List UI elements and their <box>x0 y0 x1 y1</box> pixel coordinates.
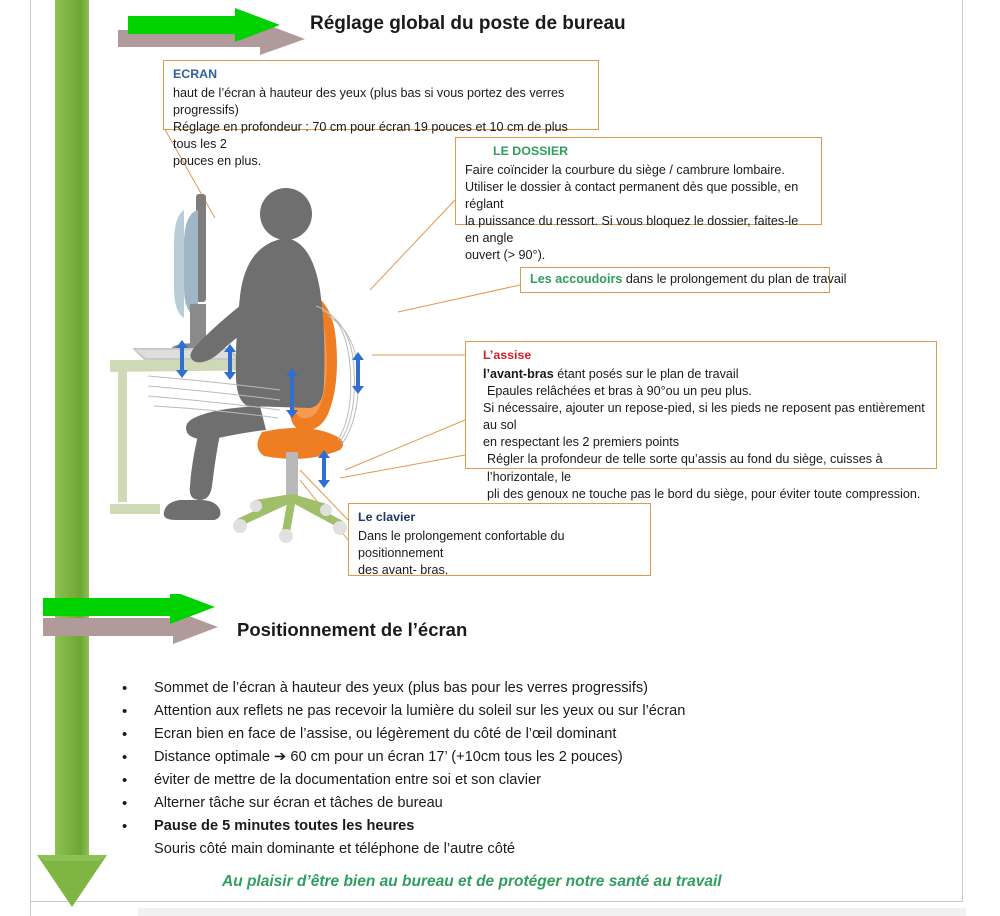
callout-assise-line1-bold: l’avant-bras <box>483 366 554 381</box>
section-arrow-pair <box>15 594 265 644</box>
list-item-text: Souris côté main dominante et téléphone de l’autre côté <box>154 841 516 857</box>
list-bullet: • <box>122 772 128 789</box>
callout-assise-line1-rest: étant posés sur le plan de travail <box>553 366 739 381</box>
keyboard <box>132 348 242 360</box>
callout-clavier-heading: Le clavier <box>358 510 416 524</box>
callout-dossier-line4: ouvert (> 90°). <box>465 248 546 263</box>
page-border-bottom <box>30 901 962 902</box>
callout-accoudoirs <box>520 267 847 293</box>
list-item <box>122 772 922 790</box>
list-bullet: • <box>122 795 128 812</box>
page-border-right <box>962 0 963 902</box>
list-item <box>122 818 922 836</box>
callout-assise-heading: L’assise <box>483 348 532 362</box>
callout-clavier-line2: des avant- bras. <box>358 563 449 578</box>
callout-ecran-heading: ECRAN <box>173 67 218 81</box>
callout-dossier-line2: Utiliser le dossier à contact permanent dès que possible, en réglant <box>465 179 799 212</box>
list-item <box>122 795 922 813</box>
list-bullet: • <box>122 703 128 720</box>
page-title: Réglage global du poste de bureau <box>310 13 626 34</box>
callout-clavier-line1: Dans le prolongement confortable du positionnement <box>358 528 565 560</box>
list-item <box>122 703 922 721</box>
page-border-left <box>30 0 31 916</box>
list-item <box>122 680 922 698</box>
top-arrow-pair <box>100 8 320 56</box>
list-item-text: Ecran bien en face de l’assise, ou légèrement du côté de l’œil dominant <box>154 726 617 742</box>
page-shadow <box>138 908 966 916</box>
list-item <box>122 749 922 767</box>
callout-accoudoirs-heading: Les accoudoirs <box>530 272 623 286</box>
list-item-text: Pause de 5 minutes toutes les heures <box>154 818 415 834</box>
callout-dossier-line1: Faire coïncider la courbure du siège / cambrure lombaire. <box>465 162 785 177</box>
callout-assise-line4: en respectant les 2 premiers points <box>483 435 680 450</box>
callout-assise-line2: Epaules relâchées et bras à 90°ou un peu plus. <box>487 383 752 398</box>
callout-dossier-line3: la puissance du ressort. Si vous bloquez le dossier, faites-le en angle <box>465 214 799 246</box>
callout-clavier <box>348 503 651 576</box>
callout-assise-line3: Si nécessaire, ajouter un repose-pied, si les pieds ne reposent pas entièrement au sol <box>483 401 925 433</box>
callout-dossier-heading: LE DOSSIER <box>493 144 569 158</box>
list-item-text: Attention aux reflets ne pas recevoir la lumière du soleil sur les yeux ou sur l’écran <box>154 703 686 719</box>
callout-assise <box>465 341 937 501</box>
list-item <box>122 726 922 744</box>
list-bullet: • <box>122 680 128 697</box>
list-item-text: Distance optimale ➔ 60 cm pour un écran 17’ (+10cm tous les 2 pouces) <box>154 749 623 765</box>
vertical-green-arrow-shaft <box>55 0 89 862</box>
callout-assise-line5: Régler la profondeur de telle sorte qu’assis au fond du siège, cuisses à l’horizontale, le <box>487 452 883 484</box>
callout-ecran-line2: Réglage en profondeur : 70 cm pour écran 19 pouces et 10 cm de plus tous les 2 <box>173 120 568 152</box>
list-item <box>122 841 922 859</box>
list-bullet: • <box>122 726 128 743</box>
section-title-screen: Positionnement de l’écran <box>237 619 468 640</box>
callout-accoudoirs-text: dans le prolongement du plan de travail <box>622 272 847 286</box>
list-item-text: Sommet de l’écran à hauteur des yeux (plus bas pour les verres progressifs) <box>154 680 648 696</box>
callout-assise-line6: pli des genoux ne touche pas le bord du siège, pour éviter toute compression. <box>487 486 921 501</box>
vertical-green-arrow-head <box>37 855 107 910</box>
list-bullet: • <box>122 818 128 835</box>
list-item-text: Alterner tâche sur écran et tâches de bureau <box>154 795 443 811</box>
callout-dossier <box>455 137 822 263</box>
callout-ecran-line3: pouces en plus. <box>173 154 262 169</box>
footer-message: Au plaisir d’être bien au bureau et de protéger notre santé au travail <box>222 873 722 890</box>
list-item-text: éviter de mettre de la documentation entre soi et son clavier <box>154 772 541 788</box>
callout-ecran-line1: haut de l’écran à hauteur des yeux (plus bas si vous portez des verres progressifs) <box>173 85 565 117</box>
screen-positioning-list <box>122 680 922 864</box>
list-bullet: • <box>122 749 128 766</box>
